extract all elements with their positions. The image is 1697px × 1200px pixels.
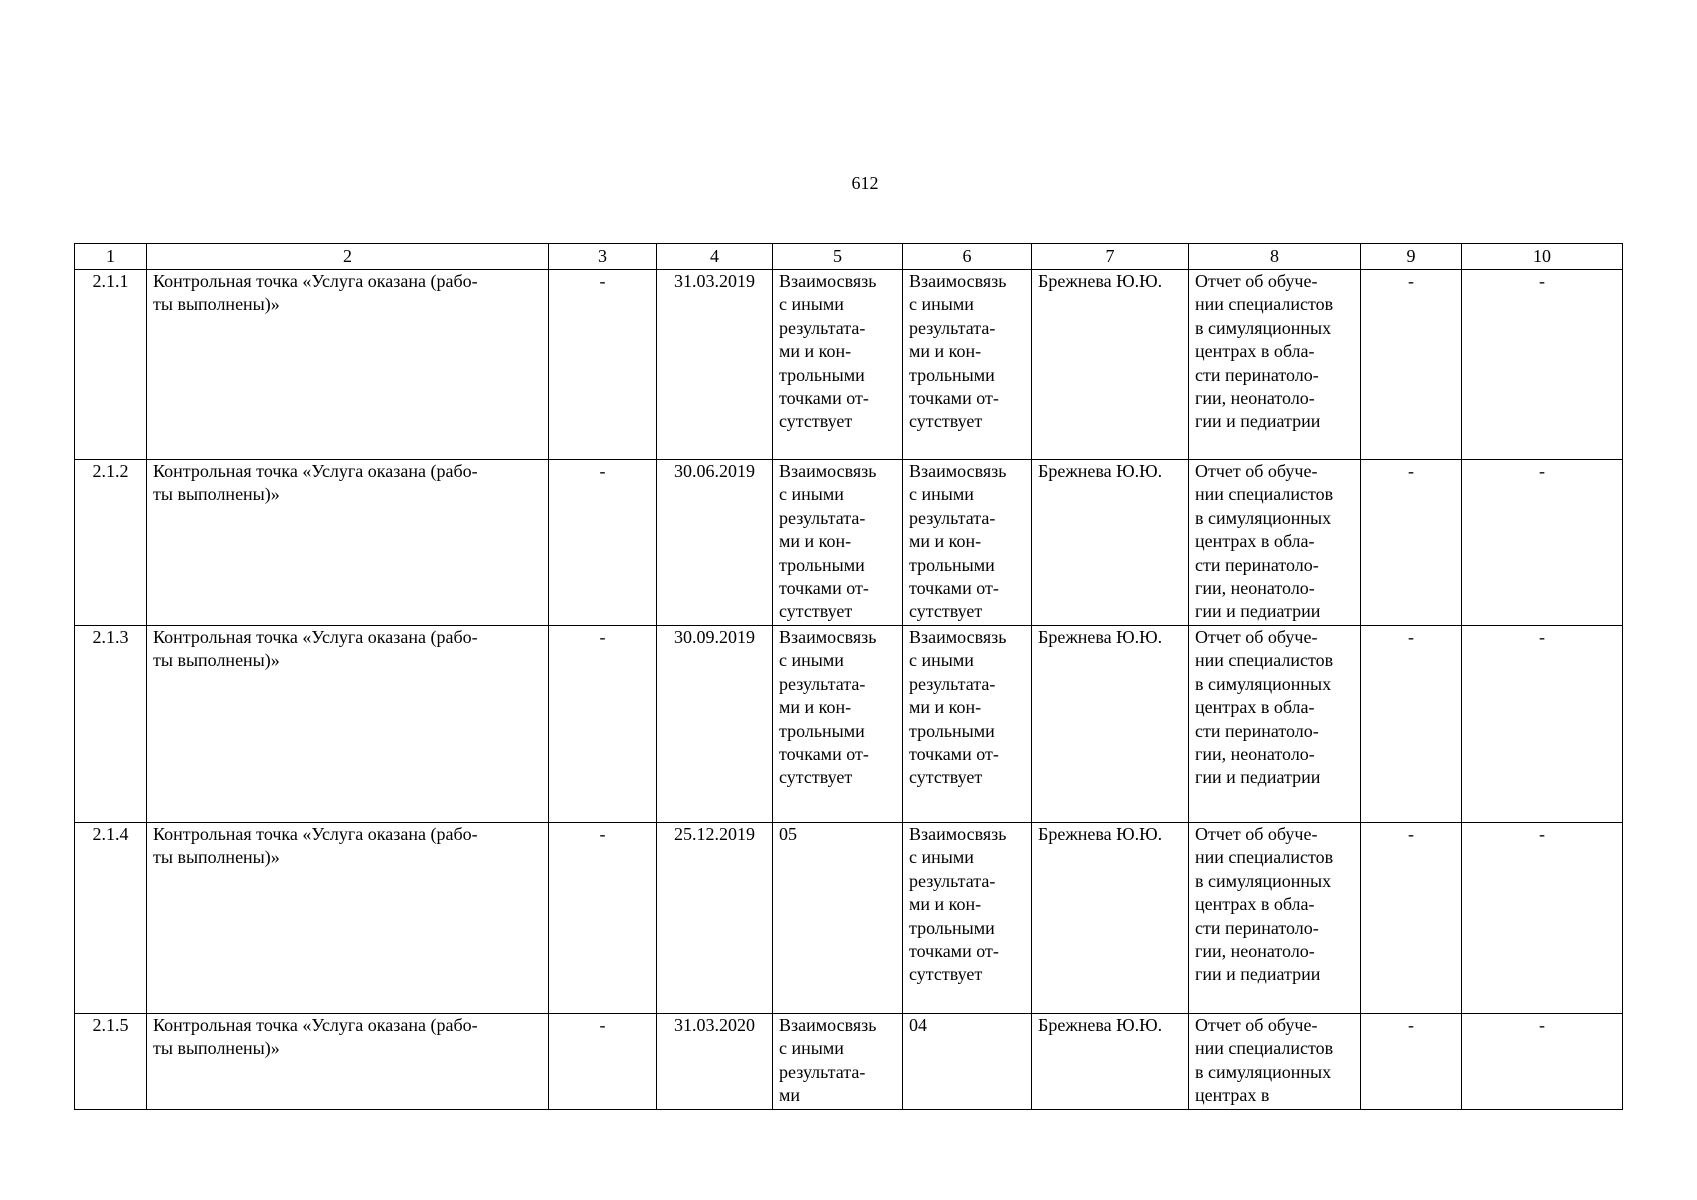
col5-value: Взаимосвязь с иными результата- ми xyxy=(773,1014,903,1110)
result-document: Отчет об обуче- нии специалистов в симуляционных центрах в обла- сти перинатоло- гии, неонатоло- гии и педиатрии xyxy=(1189,626,1361,823)
result-document: Отчет об обуче- нии специалистов в симуляционных центрах в обла- сти перинатоло- гии, неонатоло- гии и педиатрии xyxy=(1189,270,1361,460)
col9-value: - xyxy=(1361,460,1462,626)
page-number: 612 xyxy=(851,173,879,193)
due-date: 30.09.2019 xyxy=(657,626,773,823)
column-header: 10 xyxy=(1462,244,1623,270)
column-header: 4 xyxy=(657,244,773,270)
table-row xyxy=(75,626,1623,823)
due-date: 31.03.2020 xyxy=(657,1014,773,1110)
col10-value: - xyxy=(1462,270,1623,460)
col3-value: - xyxy=(549,1014,657,1110)
table-row xyxy=(75,1014,1623,1110)
col6-value: Взаимосвязь с иными результата- ми и кон- трольными точками от- сутствует xyxy=(903,823,1032,1014)
col10-value: - xyxy=(1462,460,1623,626)
result-document: Отчет об обуче- нии специалистов в симуляционных центрах в xyxy=(1189,1014,1361,1110)
column-number-row xyxy=(75,244,1623,270)
responsible-person: Брежнева Ю.Ю. xyxy=(1032,823,1189,1014)
control-point-name: Контрольная точка «Услуга оказана (рабо- ты выполнены)» xyxy=(147,460,549,626)
col3-value: - xyxy=(549,460,657,626)
table-row xyxy=(75,270,1623,460)
due-date: 25.12.2019 xyxy=(657,823,773,1014)
col6-value: 04 xyxy=(903,1014,1032,1110)
column-header: 6 xyxy=(903,244,1032,270)
row-id: 2.1.5 xyxy=(75,1014,147,1110)
col6-value: Взаимосвязь с иными результата- ми и кон- трольными точками от- сутствует xyxy=(903,626,1032,823)
table-row xyxy=(75,460,1623,626)
column-header: 2 xyxy=(147,244,549,270)
responsible-person: Брежнева Ю.Ю. xyxy=(1032,626,1189,823)
control-point-name: Контрольная точка «Услуга оказана (рабо- ты выполнены)» xyxy=(147,270,549,460)
control-points-table xyxy=(74,243,1623,1110)
column-header: 5 xyxy=(773,244,903,270)
due-date: 30.06.2019 xyxy=(657,460,773,626)
control-point-name: Контрольная точка «Услуга оказана (рабо- ты выполнены)» xyxy=(147,823,549,1014)
result-document: Отчет об обуче- нии специалистов в симуляционных центрах в обла- сти перинатоло- гии, неонатоло- гии и педиатрии xyxy=(1189,460,1361,626)
col5-value: 05 xyxy=(773,823,903,1014)
col5-value: Взаимосвязь с иными результата- ми и кон- трольными точками от- сутствует xyxy=(773,270,903,460)
col6-value: Взаимосвязь с иными результата- ми и кон- трольными точками от- сутствует xyxy=(903,460,1032,626)
col10-value: - xyxy=(1462,823,1623,1014)
responsible-person: Брежнева Ю.Ю. xyxy=(1032,1014,1189,1110)
col9-value: - xyxy=(1361,270,1462,460)
col9-value: - xyxy=(1361,823,1462,1014)
control-point-name: Контрольная точка «Услуга оказана (рабо- ты выполнены)» xyxy=(147,626,549,823)
col9-value: - xyxy=(1361,1014,1462,1110)
col5-value: Взаимосвязь с иными результата- ми и кон- трольными точками от- сутствует xyxy=(773,460,903,626)
result-document: Отчет об обуче- нии специалистов в симуляционных центрах в обла- сти перинатоло- гии, неонатоло- гии и педиатрии xyxy=(1189,823,1361,1014)
column-header: 1 xyxy=(75,244,147,270)
column-header: 8 xyxy=(1189,244,1361,270)
col3-value: - xyxy=(549,626,657,823)
col6-value: Взаимосвязь с иными результата- ми и кон- трольными точками от- сутствует xyxy=(903,270,1032,460)
row-id: 2.1.1 xyxy=(75,270,147,460)
col3-value: - xyxy=(549,270,657,460)
column-header: 7 xyxy=(1032,244,1189,270)
responsible-person: Брежнева Ю.Ю. xyxy=(1032,270,1189,460)
col10-value: - xyxy=(1462,626,1623,823)
row-id: 2.1.3 xyxy=(75,626,147,823)
row-id: 2.1.2 xyxy=(75,460,147,626)
due-date: 31.03.2019 xyxy=(657,270,773,460)
control-point-name: Контрольная точка «Услуга оказана (рабо- ты выполнены)» xyxy=(147,1014,549,1110)
col9-value: - xyxy=(1361,626,1462,823)
column-header: 3 xyxy=(549,244,657,270)
col10-value: - xyxy=(1462,1014,1623,1110)
table-row xyxy=(75,823,1623,1014)
col3-value: - xyxy=(549,823,657,1014)
col5-value: Взаимосвязь с иными результата- ми и кон- трольными точками от- сутствует xyxy=(773,626,903,823)
column-header: 9 xyxy=(1361,244,1462,270)
row-id: 2.1.4 xyxy=(75,823,147,1014)
responsible-person: Брежнева Ю.Ю. xyxy=(1032,460,1189,626)
